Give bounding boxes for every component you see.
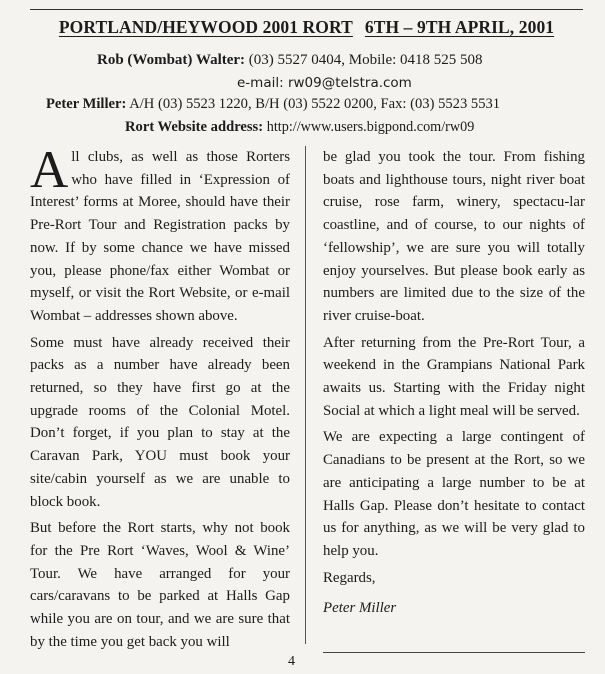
website-line: [125, 119, 605, 136]
website-url: http://www.users.bigpond.com/rw09: [266, 119, 475, 135]
paragraph-1-text: ll clubs, as well as those Rorters who have filled in ‘Expression of Interest’ forms at Moree, should have their Pre-Rort Tour and Registration packs by now. If by some chance we have missed you, please phone/fax either Wombat or myself, or visit the Rort Website, or e-mail Wombat – addresses shown above.: [30, 149, 290, 324]
peter-name: Peter Miller:: [46, 96, 127, 112]
signature: Peter Miller: [323, 600, 397, 617]
column-divider: [305, 146, 306, 644]
rob-name: Rob (Wombat) Walter:: [97, 52, 246, 68]
rob-email: e-mail: rw09@telstra.com: [237, 75, 412, 91]
paragraph-2: Some must have already received their packs as a number have already been returned, so they have first go at the upgrade rooms of the Colonial Motel. Don’t forget, if you plan to stay at the Caravan Park, YOU must book your site/cabin yourself as we are unable to block book.: [30, 334, 290, 510]
paragraph-4: be glad you took the tour. From fishing boats and lighthouse tours, night river boat cruise, rose farm, winery, spectacu-lar coastline, and of course, to our nights of ‘fellowship’, we are sure you will totally enjoy yourselves. But please book early as numbers are limited due to the size of the river cruise-boat.: [323, 149, 585, 324]
paragraph-6: We are expecting a large contingent of Canadians to be present at the Rort, so we are anticipating a large number to be at Halls Gap. Please don’t hesitate to contact us for anything, as we will be very glad to help you.: [323, 429, 585, 559]
contact-rob: [97, 52, 605, 69]
event-title: PORTLAND/HEYWOOD 2001 RORT: [58, 17, 353, 37]
left-column: [30, 141, 290, 657]
signature-rule: [323, 652, 585, 653]
paragraph-5: After returning from the Pre-Rort Tour, a weekend in the Grampians National Park awaits us. Starting with the Friday night Social at which a light meal will be served.: [323, 334, 585, 419]
rob-phones: (03) 5527 0404, Mobile: 0418 525 508: [248, 52, 483, 68]
contact-peter: [46, 96, 605, 113]
paragraph-3: But before the Rort starts, why not book for the Pre Rort ‘Waves, Wool & Wine’ Tour. We have arranged for your cars/caravans to be parked at Halls Gap while you are on tour, and we are sure that by the time you get back you will: [30, 520, 290, 650]
page-title: [30, 17, 583, 38]
event-dates: 6TH – 9TH APRIL, 2001: [364, 17, 555, 37]
right-column: [323, 146, 585, 624]
regards: Regards,: [323, 569, 376, 586]
paragraph-1: [30, 141, 290, 328]
peter-phones: A/H (03) 5523 1220, B/H (03) 5522 0200, Fax: (03) 5523 5531: [129, 96, 501, 112]
top-rule: [30, 9, 583, 10]
website-label: Rort Website address:: [125, 119, 264, 135]
page-number: 4: [288, 654, 295, 669]
drop-cap: A: [30, 141, 69, 199]
